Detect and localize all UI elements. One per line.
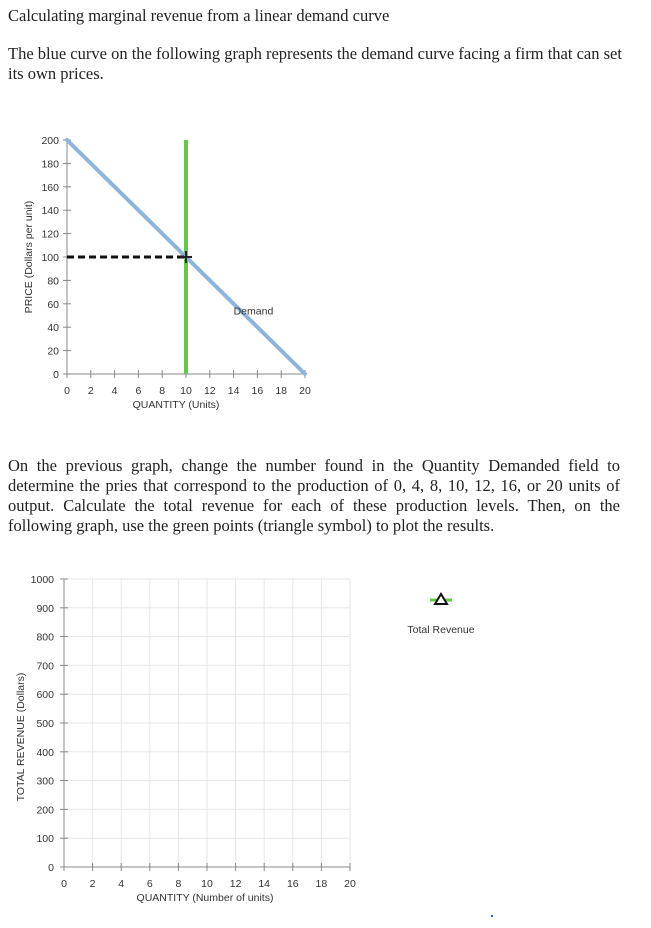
x-tick-label: 12 <box>229 878 242 890</box>
legend-label: Total Revenue <box>407 624 475 636</box>
y-tick-label: 120 <box>41 228 59 241</box>
x-axis-label: QUANTITY (Units) <box>132 399 220 411</box>
y-tick-label: 300 <box>36 775 54 788</box>
y-tick-label: 60 <box>47 298 59 311</box>
intro-text: The blue curve on the following graph represents the demand curve facing a firm that can set its own prices. <box>8 44 622 83</box>
x-tick-label: 18 <box>315 878 328 890</box>
x-tick-label: 16 <box>251 385 264 397</box>
y-tick-label: 100 <box>36 833 54 846</box>
y-tick-label: 800 <box>36 631 54 644</box>
x-tick-label: 12 <box>203 385 216 397</box>
y-tick-label: 900 <box>36 602 54 615</box>
x-tick-label: 0 <box>64 385 70 397</box>
y-tick-label: 180 <box>41 158 59 171</box>
y-tick-label: 40 <box>47 322 59 335</box>
y-tick-label: 20 <box>47 345 59 358</box>
y-tick-label: 200 <box>36 804 54 817</box>
y-axis-label: TOTAL REVENUE (Dollars) <box>15 672 27 802</box>
y-tick-label: 0 <box>53 369 59 381</box>
x-tick-label: 14 <box>227 385 240 397</box>
x-tick-label: 18 <box>275 385 288 397</box>
x-tick-label: 14 <box>258 878 271 890</box>
y-axis-label: PRICE (Dollars per unit) <box>23 200 35 314</box>
y-tick-label: 100 <box>41 252 59 264</box>
x-tick-label: 6 <box>146 878 153 890</box>
x-tick-label: 10 <box>180 385 192 397</box>
x-tick-label: 16 <box>286 878 299 890</box>
y-tick-label: 400 <box>36 746 54 759</box>
x-tick-label: 4 <box>111 385 118 397</box>
y-tick-label: 1000 <box>30 574 54 586</box>
decorative-dot <box>491 915 493 917</box>
x-tick-label: 2 <box>87 385 94 397</box>
x-tick-label: 0 <box>61 878 67 890</box>
x-tick-label: 20 <box>299 385 311 397</box>
x-tick-label: 8 <box>159 385 166 397</box>
x-tick-label: 2 <box>89 878 96 890</box>
x-tick-label: 8 <box>175 878 182 890</box>
y-tick-label: 160 <box>41 181 59 194</box>
x-tick-label: 4 <box>118 878 125 890</box>
demand-chart[interactable] <box>0 120 340 430</box>
y-tick-label: 500 <box>36 718 54 730</box>
y-tick-label: 700 <box>36 660 54 673</box>
y-tick-label: 0 <box>48 862 54 874</box>
legend[interactable] <box>407 594 474 636</box>
demand-label: Demand <box>233 305 274 318</box>
x-tick-label: 20 <box>344 878 356 890</box>
x-axis-label: QUANTITY (Number of units) <box>136 892 274 904</box>
x-tick-label: 6 <box>135 385 142 397</box>
instructions-text: On the previous graph, change the number found in the Quantity Demanded field to determine the pries that correspond to the production of 0, 4, 8, 10, 12, 16, or 20 units of output. Calculate the total revenue for each of these production levels. Then, on the following graph, use the green points (triangle symbol) to plot the results. <box>8 456 620 535</box>
total-revenue-chart[interactable] <box>0 560 651 910</box>
y-tick-label: 80 <box>47 275 59 288</box>
y-tick-label: 140 <box>41 205 59 218</box>
page-heading: Calculating marginal revenue from a linear demand curve <box>8 6 390 25</box>
x-tick-label: 10 <box>201 878 213 890</box>
y-tick-label: 200 <box>41 135 59 147</box>
y-tick-label: 600 <box>36 689 54 702</box>
